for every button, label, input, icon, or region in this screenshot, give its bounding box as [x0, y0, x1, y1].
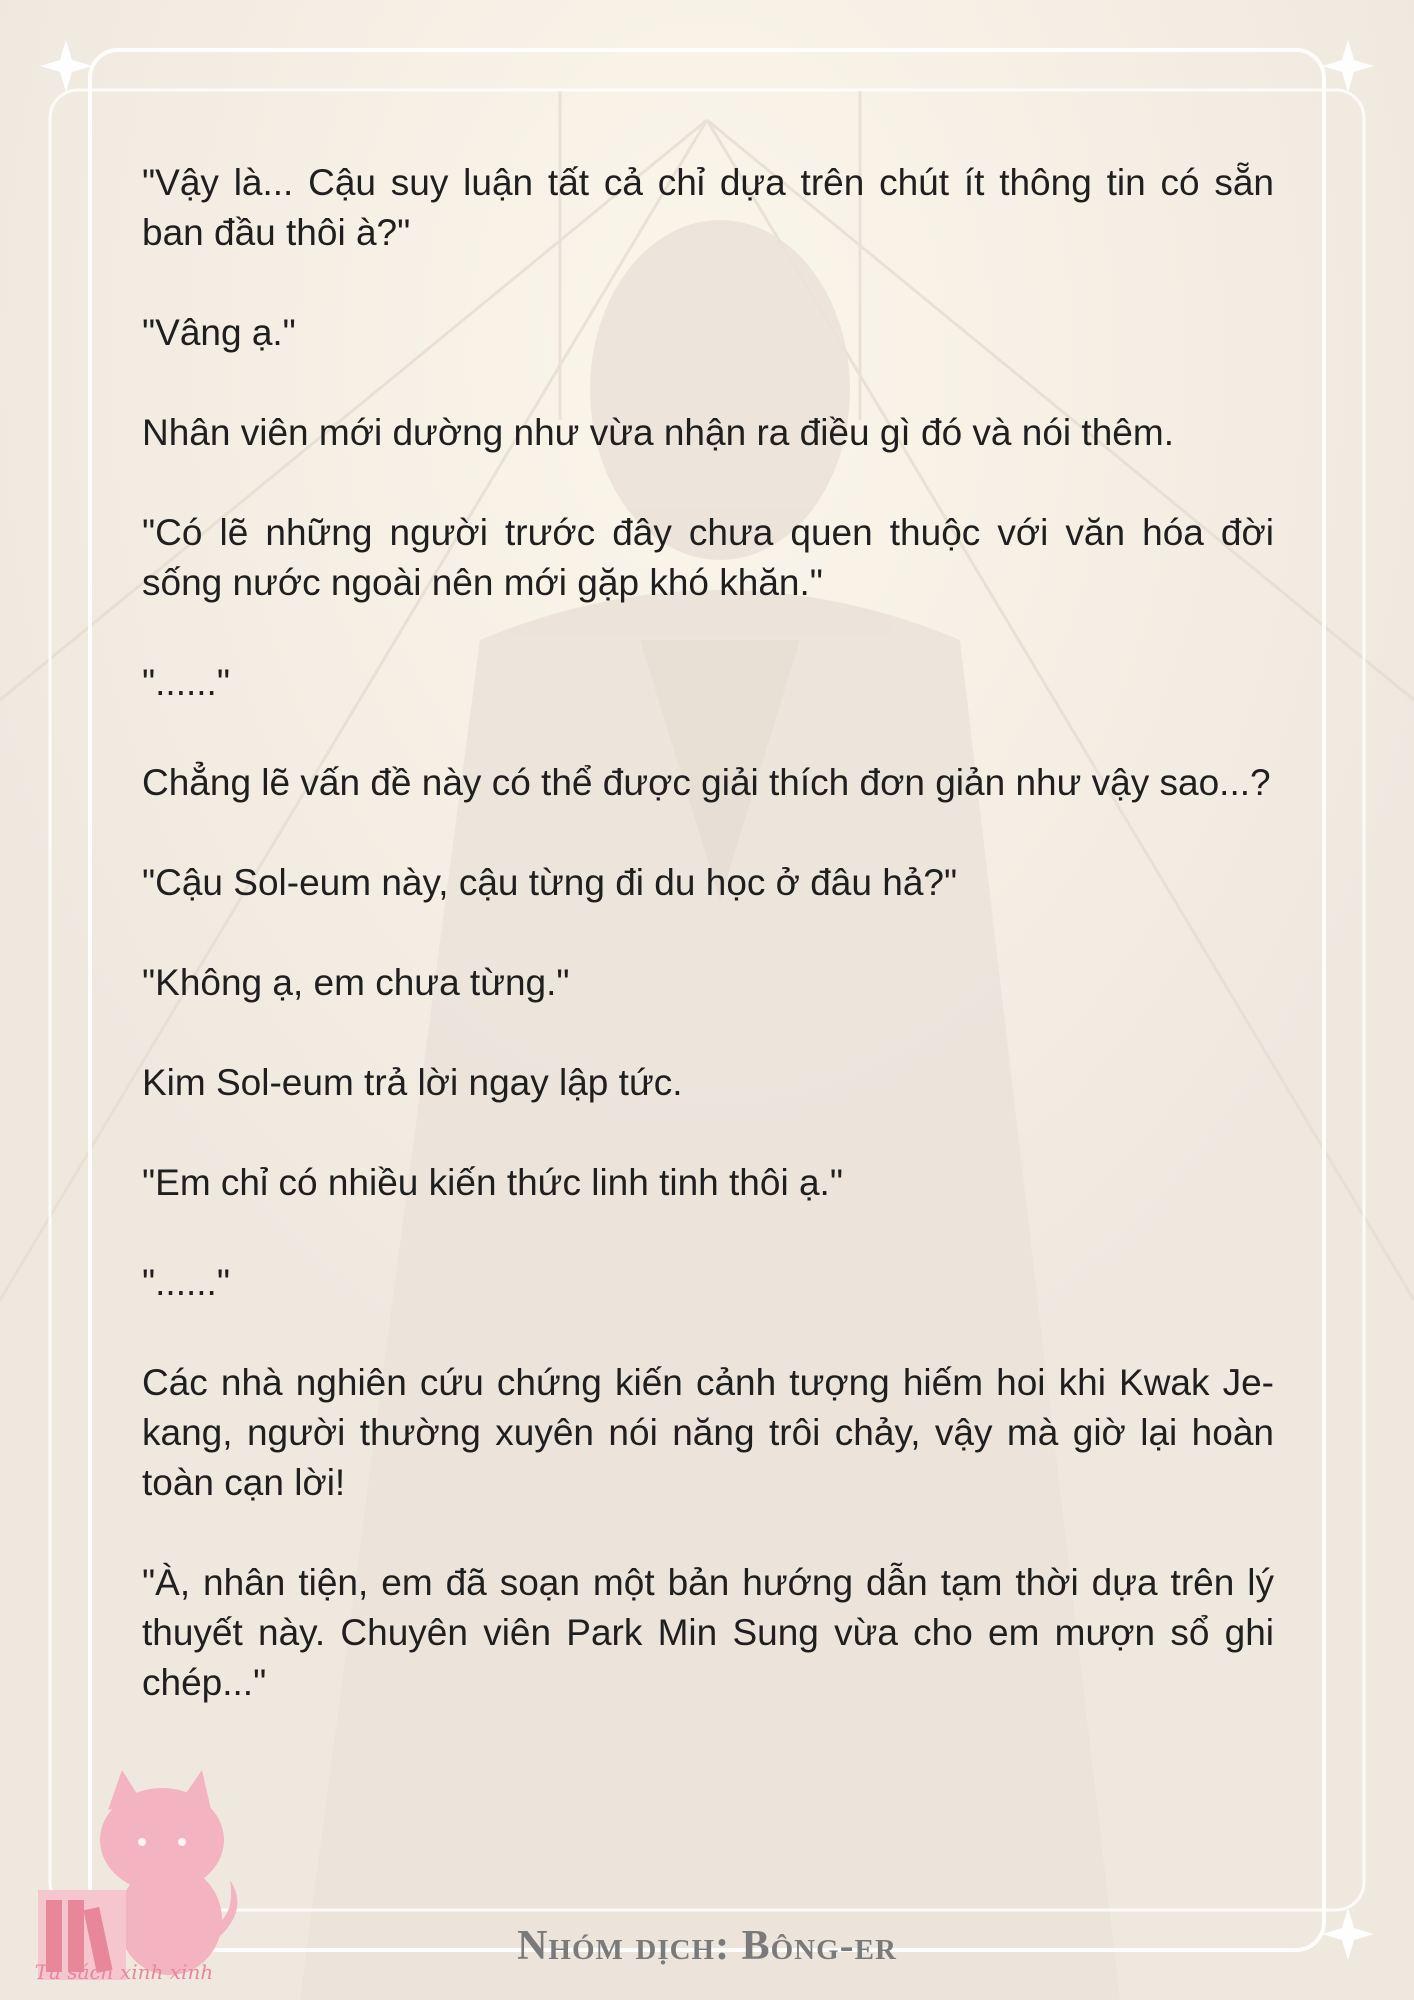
paragraph: "Có lẽ những người trước đây chưa quen thuộc với văn hóa đời sống nước ngoài nên mới gặp khó khăn."	[142, 512, 1274, 603]
paragraph: "Cậu Sol-eum này, cậu từng đi du học ở đâu hả?"	[142, 862, 958, 903]
logo-text: Tủ sách xinh xinh	[34, 1960, 214, 1984]
paragraph: Kim Sol-eum trả lời ngay lập tức.	[142, 1062, 683, 1103]
story-text	[142, 158, 1274, 1758]
paragraph: Nhân viên mới dường như vừa nhận ra điều gì đó và nói thêm.	[142, 412, 1174, 453]
paragraph: "Em chỉ có nhiều kiến thức linh tinh thôi ạ."	[142, 1162, 843, 1203]
paragraph: "Vâng ạ."	[142, 312, 296, 353]
paragraph: "À, nhân tiện, em đã soạn một bản hướng dẫn tạm thời dựa trên lý thuyết này. Chuyên viên Park Min Sung vừa cho em mượn sổ ghi chép..."	[142, 1562, 1274, 1703]
translator-credit: Nhóm dịch: Bông-er	[517, 1923, 897, 1969]
paragraph: "......"	[142, 1262, 230, 1303]
paragraph: "......"	[142, 662, 230, 703]
paragraph: "Không ạ, em chưa từng."	[142, 962, 570, 1003]
paragraph: Các nhà nghiên cứu chứng kiến cảnh tượng hiếm hoi khi Kwak Je-kang, người thường xuyên nói năng trôi chảy, vậy mà giờ lại hoàn toàn cạn lời!	[142, 1362, 1274, 1503]
paragraph: "Vậy là... Cậu suy luận tất cả chỉ dựa trên chút ít thông tin có sẵn ban đầu thôi à?"	[142, 162, 1274, 253]
paragraph: Chẳng lẽ vấn đề này có thể được giải thích đơn giản như vậy sao...?	[142, 762, 1271, 803]
